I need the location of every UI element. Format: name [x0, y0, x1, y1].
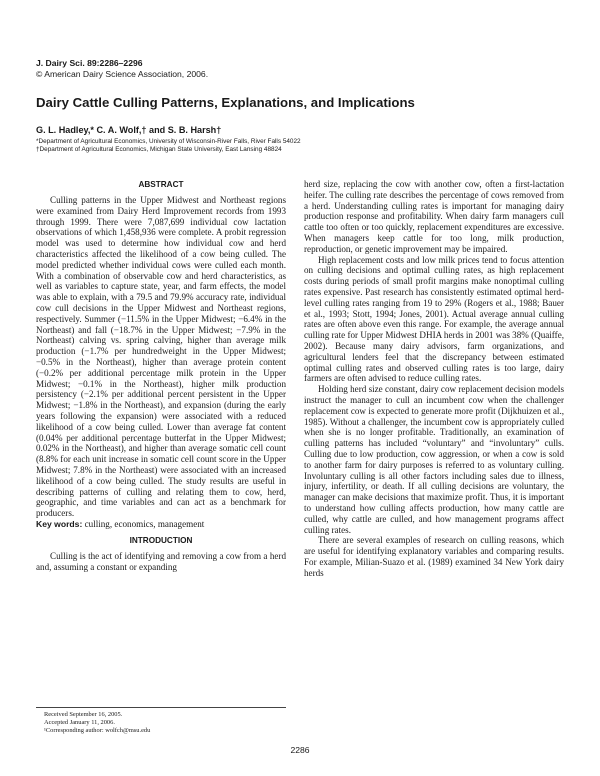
abstract-text: Culling patterns in the Upper Midwest and Northeast regions were examined from Dairy Herd Improvement records from 1993 through 1999. There were 7,087,699 individual cow lactation observations of which 1,458,936 were complete. A probit regression model was used to determine how individual cow and herd characteristics affected the likelihood of a cow being culled. The model predicted whether individual cows were culled each month. With a combination of observable cow and herd characteristics, as well as variables to capture state, year, and farm effects, the model was able to explain, with a 79.5 and 79.9% accuracy rate, individual cow cull decisions in the Upper Midwest and Northeast regions, respectively. Summer (−11.5% in the Upper Midwest; −6.4% in the Northeast) and fall (−18.7% in the Upper Midwest; −7.9% in the Northeast) calving vs. spring calving, higher than average milk production (−1.7% per hundredweight in the Upper Midwest; −0.5% in the Northeast), higher than average protein content (−0.2% per additional percentage milk protein in the Upper Midwest; −0.1% in the Northeast), higher milk production persistency (−2.1% per additional percent persistent in the Upper Midwest; −1.8% in the Northeast), and expansion (during the early years following the expansion) were associated with a reduced likelihood of a cow being culled. Lower than average fat content (0.04% per additional percentage butterfat in the Upper Midwest; 0.02% in the Northeast), and higher than average somatic cell count (8.8% for each unit increase in somatic cell count score in the Upper Midwest; 7.8% in the Northeast) were associated with an increased likelihood of a cow being culled. The study results are useful in describing patterns of culling and relating them to cow, herd, geographic, and time variables and can act as a benchmark for producers.	[36, 195, 286, 519]
copyright-notice: © American Dairy Science Association, 2006.	[36, 69, 209, 79]
received-date: Received September 16, 2005.	[44, 711, 123, 718]
affiliation-1: *Department of Agricultural Economics, University of Wisconsin-River Falls, River Falls 54022	[36, 138, 301, 145]
body-paragraph-3: Holding herd size constant, dairy cow replacement decision models instruct the manager to cull an incumbent cow when the challenger replacement cow is expected to generate more profit (Dijkhuizen et al., 1985). Without a challenger, the incumbent cow is appropriately culled when she is no longer profitable. Traditionally, an examination of culling patterns has included “voluntary” and “involuntary” culls. Culling due to low production, cow aggression, or when a cow is sold to another farm for dairy purposes is referred to as voluntary culling. Involuntary culling is all other factors including sales due to illness, injury, infertility, or death. If all culling decisions are voluntary, the manager can make decisions that maximize profit. Thus, it is important to understand how culling affects production, how many cattle are culled, why cattle are culled, and how management programs affect culling rates.	[304, 384, 564, 535]
keywords-text: culling, economics, management	[82, 518, 205, 529]
corresponding-author: ¹Corresponding author: wolfch@msu.edu	[44, 727, 151, 734]
body-paragraph-1: herd size, replacing the cow with another cow, often a first-lactation heifer. The culling rate describes the percentage of cows removed from a herd. Understanding culling rates is important for managing dairy production response and profitability. When dairy farm managers cull cattle too often or too quickly, replacement expenditures are excessive. When managers keep cattle for too long, milk production, reproduction, or genetic improvement may be impaired.	[304, 179, 564, 254]
left-column	[36, 179, 286, 572]
introduction-heading: INTRODUCTION	[129, 535, 193, 545]
keywords-label: Key words:	[36, 518, 83, 529]
body-paragraph-4: There are several examples of research on culling reasons, which are useful for identifying explanatory variables and comparing results. For example, Milian-Suazo et al. (1989) examined 34 New York dairy herds	[304, 535, 564, 578]
keywords	[36, 519, 286, 530]
page-number: 2286	[290, 745, 310, 755]
accepted-date: Accepted January 11, 2006.	[44, 719, 115, 726]
article-title: Dairy Cattle Culling Patterns, Explanations, and Implications	[36, 95, 415, 110]
body-paragraph-2: High replacement costs and low milk prices tend to focus attention on culling decisions and optimal culling rates, as high replacement costs during periods of small profit margins make nonoptimal culling rates expensive. Past research has consistently estimated optimal herd-level culling rates ranging from 19 to 29% (Rogers et al., 1988; Bauer et al., 1993; Stott, 1994; Jones, 2001). Actual average annual culling rates are often above even this range. For example, the average annual culling rate for Upper Midwest DHIA herds in 2001 was 38% (Quaiffe, 2002). Because many dairy advisors, farm organizations, and agricultural lenders feel that the discrepancy between estimated optimal culling rates and observed culling rates is too large, dairy farmers are often advised to reduce culling rates.	[304, 254, 564, 384]
introduction-paragraph: Culling is the act of identifying and removing a cow from a herd and, assuming a constant or expanding	[36, 550, 286, 572]
footnote-block	[36, 707, 286, 735]
author-list: G. L. Hadley,* C. A. Wolf,† and S. B. Harsh†	[36, 125, 222, 135]
affiliation-2: †Department of Agricultural Economics, Michigan State University, East Lansing 48824	[36, 146, 282, 153]
abstract-heading: ABSTRACT	[138, 180, 184, 189]
journal-citation: J. Dairy Sci. 89:2286–2296	[36, 58, 143, 68]
right-column	[304, 179, 564, 578]
